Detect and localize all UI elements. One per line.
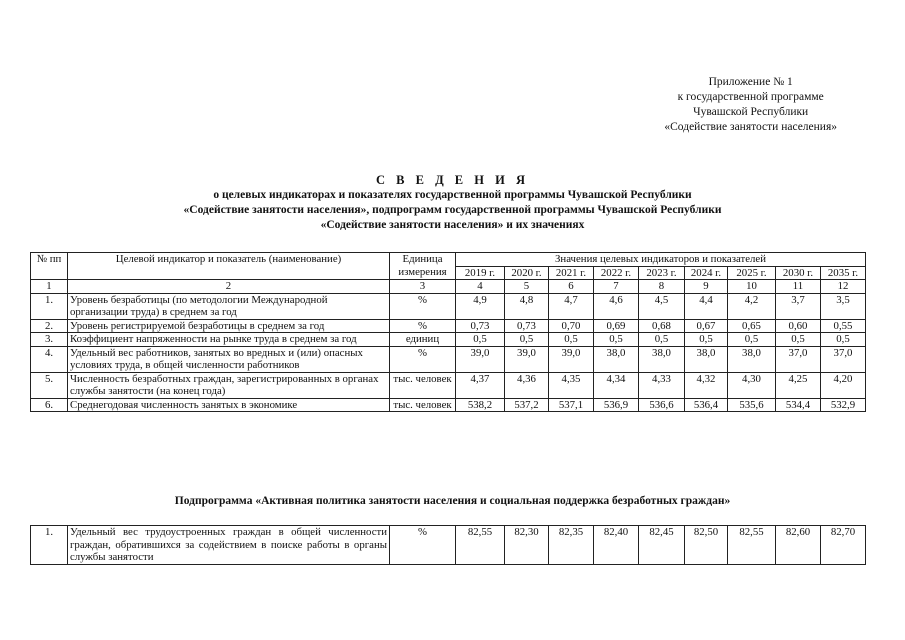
value-cell: 82,50: [685, 526, 728, 565]
value-cell: 0,5: [776, 333, 821, 347]
value-cell: 538,2: [456, 398, 505, 412]
value-cell: 4,30: [728, 372, 776, 398]
heading-line: о целевых индикаторах и показателях государственной программы Чувашской Республики: [213, 189, 692, 201]
value-cell: 4,8: [505, 293, 549, 319]
year-header: 2035 г.: [821, 266, 866, 280]
value-cell: 3,7: [776, 293, 821, 319]
value-cell: 4,6: [594, 293, 639, 319]
column-number: 5: [505, 280, 549, 294]
value-cell: 39,0: [549, 346, 594, 372]
value-cell: 38,0: [728, 346, 776, 372]
value-cell: 4,2: [728, 293, 776, 319]
value-cell: 82,55: [728, 526, 776, 565]
value-cell: 0,5: [505, 333, 549, 347]
heading-line: «Содействие занятости населения», подпрограмм государственной программы Чувашской Республики: [183, 204, 722, 216]
value-cell: 82,70: [821, 526, 866, 565]
subprogram-body: [31, 526, 866, 565]
value-cell: 0,65: [728, 319, 776, 333]
heading-line: «Содействие занятости населения» и их значениях: [320, 219, 585, 231]
value-cell: 4,35: [549, 372, 594, 398]
appendix-block: [664, 75, 837, 135]
indicator-name: Удельный вес трудоустроенных граждан в общей численности граждан, обратившихся за содействием в поиске работы в органы службы занятости: [68, 526, 390, 565]
value-cell: 39,0: [456, 346, 505, 372]
value-cell: 0,60: [776, 319, 821, 333]
indicator-name: Коэффициент напряженности на рынке труда в среднем за год: [68, 333, 390, 347]
indicator-name: Численность безработных граждан, зарегистрированных в органах службы занятости (на конец года): [68, 372, 390, 398]
table-row: [31, 293, 866, 319]
column-number: 6: [549, 280, 594, 294]
column-number: 8: [639, 280, 685, 294]
year-header: 2020 г.: [505, 266, 549, 280]
value-cell: 535,6: [728, 398, 776, 412]
value-cell: 4,5: [639, 293, 685, 319]
year-header: 2024 г.: [685, 266, 728, 280]
unit-cell: %: [390, 293, 456, 319]
value-cell: 4,37: [456, 372, 505, 398]
value-cell: 0,55: [821, 319, 866, 333]
column-number: 9: [685, 280, 728, 294]
value-cell: 0,70: [549, 319, 594, 333]
value-cell: 536,9: [594, 398, 639, 412]
year-header: 2025 г.: [728, 266, 776, 280]
year-header: 2022 г.: [594, 266, 639, 280]
subprogram-table: [30, 525, 866, 565]
year-header: 2023 г.: [639, 266, 685, 280]
value-cell: 534,4: [776, 398, 821, 412]
unit-cell: %: [390, 346, 456, 372]
value-cell: 0,69: [594, 319, 639, 333]
column-numbers-row: [31, 280, 866, 294]
value-cell: 39,0: [505, 346, 549, 372]
row-number: 4.: [31, 346, 68, 372]
value-cell: 0,68: [639, 319, 685, 333]
value-cell: 4,36: [505, 372, 549, 398]
row-number: 1.: [31, 526, 68, 565]
appendix-line: Чувашской Республики: [693, 106, 809, 118]
value-cell: 0,5: [685, 333, 728, 347]
value-cell: 38,0: [639, 346, 685, 372]
value-cell: 3,5: [821, 293, 866, 319]
column-number: 12: [821, 280, 866, 294]
table-row: [31, 398, 866, 412]
value-cell: 4,34: [594, 372, 639, 398]
year-header: 2030 г.: [776, 266, 821, 280]
value-cell: 37,0: [821, 346, 866, 372]
column-number: 3: [390, 280, 456, 294]
header-unit: Единица измерения: [390, 253, 456, 280]
value-cell: 0,5: [594, 333, 639, 347]
indicators-table: [30, 252, 866, 412]
subprogram-title: Подпрограмма «Активная политика занятости населения и социальная поддержка безработных граждан»: [174, 495, 731, 507]
value-cell: 0,73: [505, 319, 549, 333]
column-number: 4: [456, 280, 505, 294]
value-cell: 0,5: [821, 333, 866, 347]
value-cell: 82,30: [505, 526, 549, 565]
document-heading: [30, 172, 875, 233]
table-row: [31, 333, 866, 347]
value-cell: 38,0: [685, 346, 728, 372]
value-cell: 82,60: [776, 526, 821, 565]
column-number: 2: [68, 280, 390, 294]
value-cell: 4,32: [685, 372, 728, 398]
value-cell: 4,33: [639, 372, 685, 398]
value-cell: 0,5: [456, 333, 505, 347]
table-row: [31, 346, 866, 372]
value-cell: 537,2: [505, 398, 549, 412]
indicator-name: Уровень регистрируемой безработицы в среднем за год: [68, 319, 390, 333]
value-cell: 0,5: [639, 333, 685, 347]
unit-cell: тыс. человек: [390, 372, 456, 398]
column-number: 11: [776, 280, 821, 294]
appendix-line: к государственной программе: [677, 91, 824, 103]
value-cell: 4,9: [456, 293, 505, 319]
header-indicator: Целевой индикатор и показатель (наименование): [68, 253, 390, 280]
column-number: 1: [31, 280, 68, 294]
value-cell: 536,6: [639, 398, 685, 412]
appendix-line: Приложение № 1: [708, 76, 793, 88]
year-header: 2021 г.: [549, 266, 594, 280]
table-row: [31, 319, 866, 333]
row-number: 6.: [31, 398, 68, 412]
appendix-line: «Содействие занятости населения»: [664, 121, 837, 133]
value-cell: 532,9: [821, 398, 866, 412]
value-cell: 0,73: [456, 319, 505, 333]
value-cell: 82,55: [456, 526, 505, 565]
table-row: [31, 372, 866, 398]
value-cell: 4,20: [821, 372, 866, 398]
header-values: Значения целевых индикаторов и показателей: [456, 253, 866, 267]
indicator-name: Удельный вес работников, занятых во вредных и (или) опасных условиях труда, в общей численности работников: [68, 346, 390, 372]
value-cell: 82,40: [594, 526, 639, 565]
value-cell: 0,5: [728, 333, 776, 347]
value-cell: 38,0: [594, 346, 639, 372]
table-row: [31, 526, 866, 565]
value-cell: 0,5: [549, 333, 594, 347]
column-number: 7: [594, 280, 639, 294]
value-cell: 4,7: [549, 293, 594, 319]
header-number: № пп: [31, 253, 68, 280]
row-number: 1.: [31, 293, 68, 319]
year-header: 2019 г.: [456, 266, 505, 280]
value-cell: 4,4: [685, 293, 728, 319]
row-number: 5.: [31, 372, 68, 398]
value-cell: 82,35: [549, 526, 594, 565]
unit-cell: %: [390, 319, 456, 333]
value-cell: 536,4: [685, 398, 728, 412]
indicator-name: Уровень безработицы (по методологии Международной организации труда) в среднем за год: [68, 293, 390, 319]
row-number: 2.: [31, 319, 68, 333]
indicators-body: [31, 293, 866, 412]
value-cell: 0,67: [685, 319, 728, 333]
value-cell: 537,1: [549, 398, 594, 412]
unit-cell: единиц: [390, 333, 456, 347]
row-number: 3.: [31, 333, 68, 347]
document-title: С В Е Д Е Н И Я: [376, 173, 529, 187]
value-cell: 4,25: [776, 372, 821, 398]
column-number: 10: [728, 280, 776, 294]
value-cell: 82,45: [639, 526, 685, 565]
indicator-name: Среднегодовая численность занятых в экономике: [68, 398, 390, 412]
unit-cell: тыс. человек: [390, 398, 456, 412]
value-cell: 37,0: [776, 346, 821, 372]
unit-cell: %: [390, 526, 456, 565]
